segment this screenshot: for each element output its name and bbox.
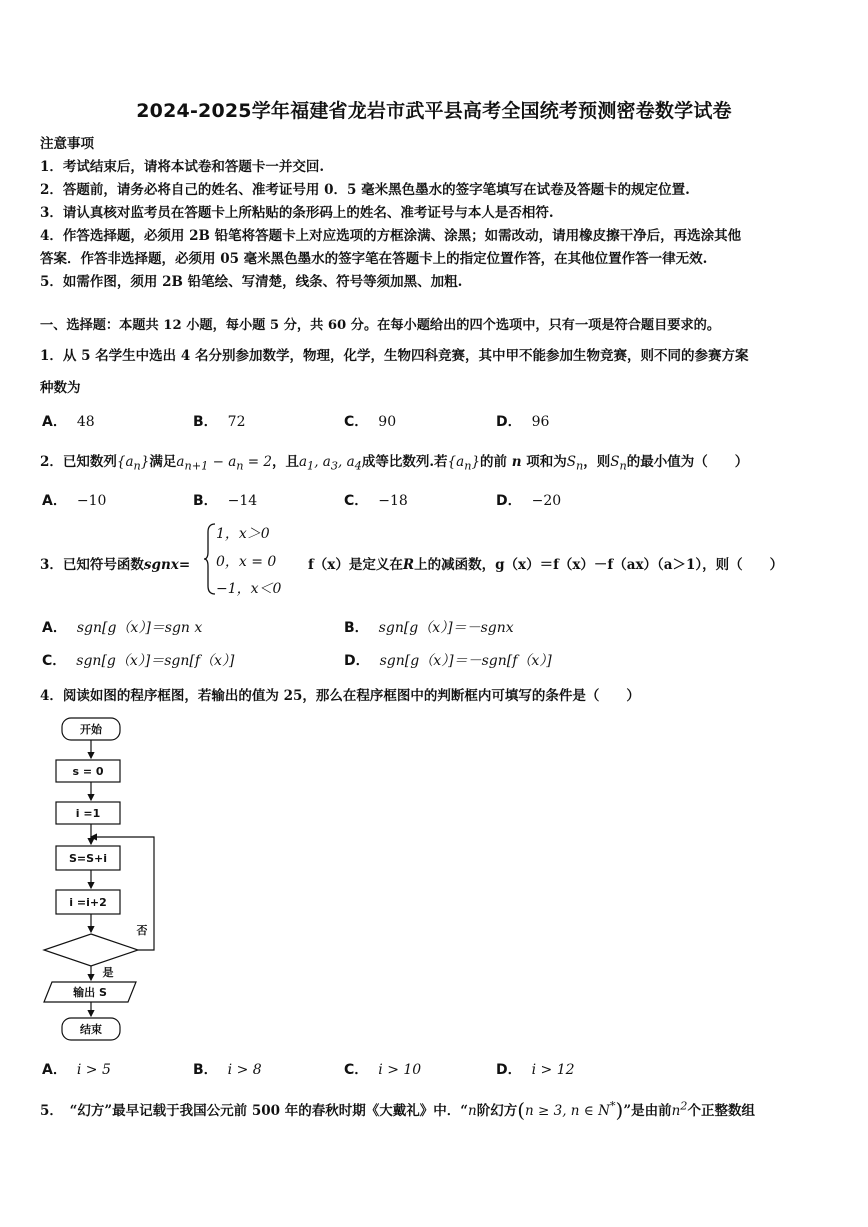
q3-stem-rest: f（x）是定义在R上的减函数，g（x）＝f（x）－f（ax）（a＞1），则（ ） <box>308 557 784 573</box>
flow-decision <box>44 934 138 966</box>
flow-sum-label: S=S+i <box>68 852 108 865</box>
q1-option-b[interactable]: B． 72 <box>193 414 246 430</box>
flow-no-label: 否 <box>136 924 148 937</box>
flow-yes-label: 是 <box>102 966 114 979</box>
q1-stem-line2: 种数为 <box>40 380 81 396</box>
q3-case-3: −1，x＜0 <box>216 581 282 597</box>
q2-option-d[interactable]: D． −20 <box>496 493 562 509</box>
q4-option-c[interactable]: C． i > 10 <box>344 1062 422 1078</box>
q2-option-a[interactable]: A． −10 <box>42 493 107 509</box>
notice-item-4: 4．作答选择题，必须用 2B 铅笔将答题卡上对应选项的方框涂满、涂黑；如需改动，请用橡皮擦干净后，再选涂其他 <box>40 228 742 244</box>
flowchart <box>40 712 180 1052</box>
exam-title: 2024-2025学年福建省龙岩市武平县高考全国统考预测密卷数学试卷 <box>136 100 732 122</box>
q1-option-d[interactable]: D． 96 <box>496 414 550 430</box>
notice-item-3: 3．请认真核对监考员在答题卡上所粘贴的条形码上的姓名、准考证号与本人是否相符. <box>40 205 554 221</box>
piecewise-brace <box>203 522 217 596</box>
flow-init-i-label: i =1 <box>75 807 101 820</box>
q2-option-c[interactable]: C． −18 <box>344 493 408 509</box>
notice-heading: 注意事项 <box>40 136 94 152</box>
q2-option-b[interactable]: B． −14 <box>193 493 258 509</box>
q1-option-c[interactable]: C． 90 <box>344 414 397 430</box>
q3-case-1: 1，x＞0 <box>216 526 270 542</box>
q1-option-a[interactable]: A． 48 <box>42 414 95 430</box>
q3-option-d[interactable]: D． sgn[g（x）]＝－sgn[f（x）] <box>344 653 552 669</box>
notice-item-5: 5．如需作图，须用 2B 铅笔绘、写清楚，线条、符号等须加黑、加粗. <box>40 274 463 290</box>
section-heading: 一、选择题：本题共 12 小题，每小题 5 分，共 60 分。在每小题给出的四个选项中，只有一项是符合题目要求的。 <box>40 318 721 333</box>
flow-start-label: 开始 <box>80 723 102 736</box>
q3-option-b[interactable]: B． sgn[g（x）]＝－sgnx <box>344 620 514 636</box>
q3-option-c[interactable]: C． sgn[g（x）]＝sgn[f（x）] <box>42 653 235 669</box>
notice-item-2: 2．答题前，请务必将自己的姓名、准考证号用 0．5 毫米黑色墨水的签字笔填写在试卷及答题卡的规定位置. <box>40 182 690 198</box>
flow-increment-label: i =i+2 <box>69 896 107 909</box>
q4-option-d[interactable]: D． i > 12 <box>496 1062 575 1078</box>
q5-stem: 5． “幻方”最早记载于我国公元前 500 年的春秋时期《大戴礼》中．“n阶幻方(n ≥ 3, n ∈ N*)”是由前$n^2$个正整数组 <box>40 1098 755 1122</box>
notice-item-4-cont: 答案．作答非选择题，必须用 05 毫米黑色墨水的签字笔在答题卡上的指定位置作答，在其他位置作答一律无效. <box>40 251 708 267</box>
flow-init-s-label: s = 0 <box>72 765 104 778</box>
q4-option-a[interactable]: A． i > 5 <box>42 1062 111 1078</box>
notice-item-1: 1．考试结束后，请将本试卷和答题卡一并交回. <box>40 159 325 175</box>
q2-stem: 2．已知数列$\{a_n\}$满足$a_{n+1} - a_n = 2$，且$a_1$, $a_3$, $a_4$成等比数列.若$\{a_n\}$的前 n 项和为$S_n$，则$S_n$的最小值为（ ） <box>40 454 749 473</box>
q1-stem-line1: 1．从 5 名学生中选出 4 名分别参加数学，物理，化学，生物四科竞赛，其中甲不能参加生物竞赛，则不同的参赛方案 <box>40 348 749 364</box>
q3-stem-intro: 3．已知符号函数sgnx= <box>40 557 191 573</box>
q3-option-a[interactable]: A． sgn[g（x）]＝sgn x <box>42 620 203 636</box>
flow-end-label: 结束 <box>80 1023 102 1036</box>
q4-stem: 4．阅读如图的程序框图，若输出的值为 25，那么在程序框图中的判断框内可填写的条件是（ ） <box>40 688 640 704</box>
q4-option-b[interactable]: B． i > 8 <box>193 1062 262 1078</box>
flow-output-label: 输出 S <box>73 986 107 999</box>
q3-case-2: 0，x = 0 <box>216 554 277 570</box>
